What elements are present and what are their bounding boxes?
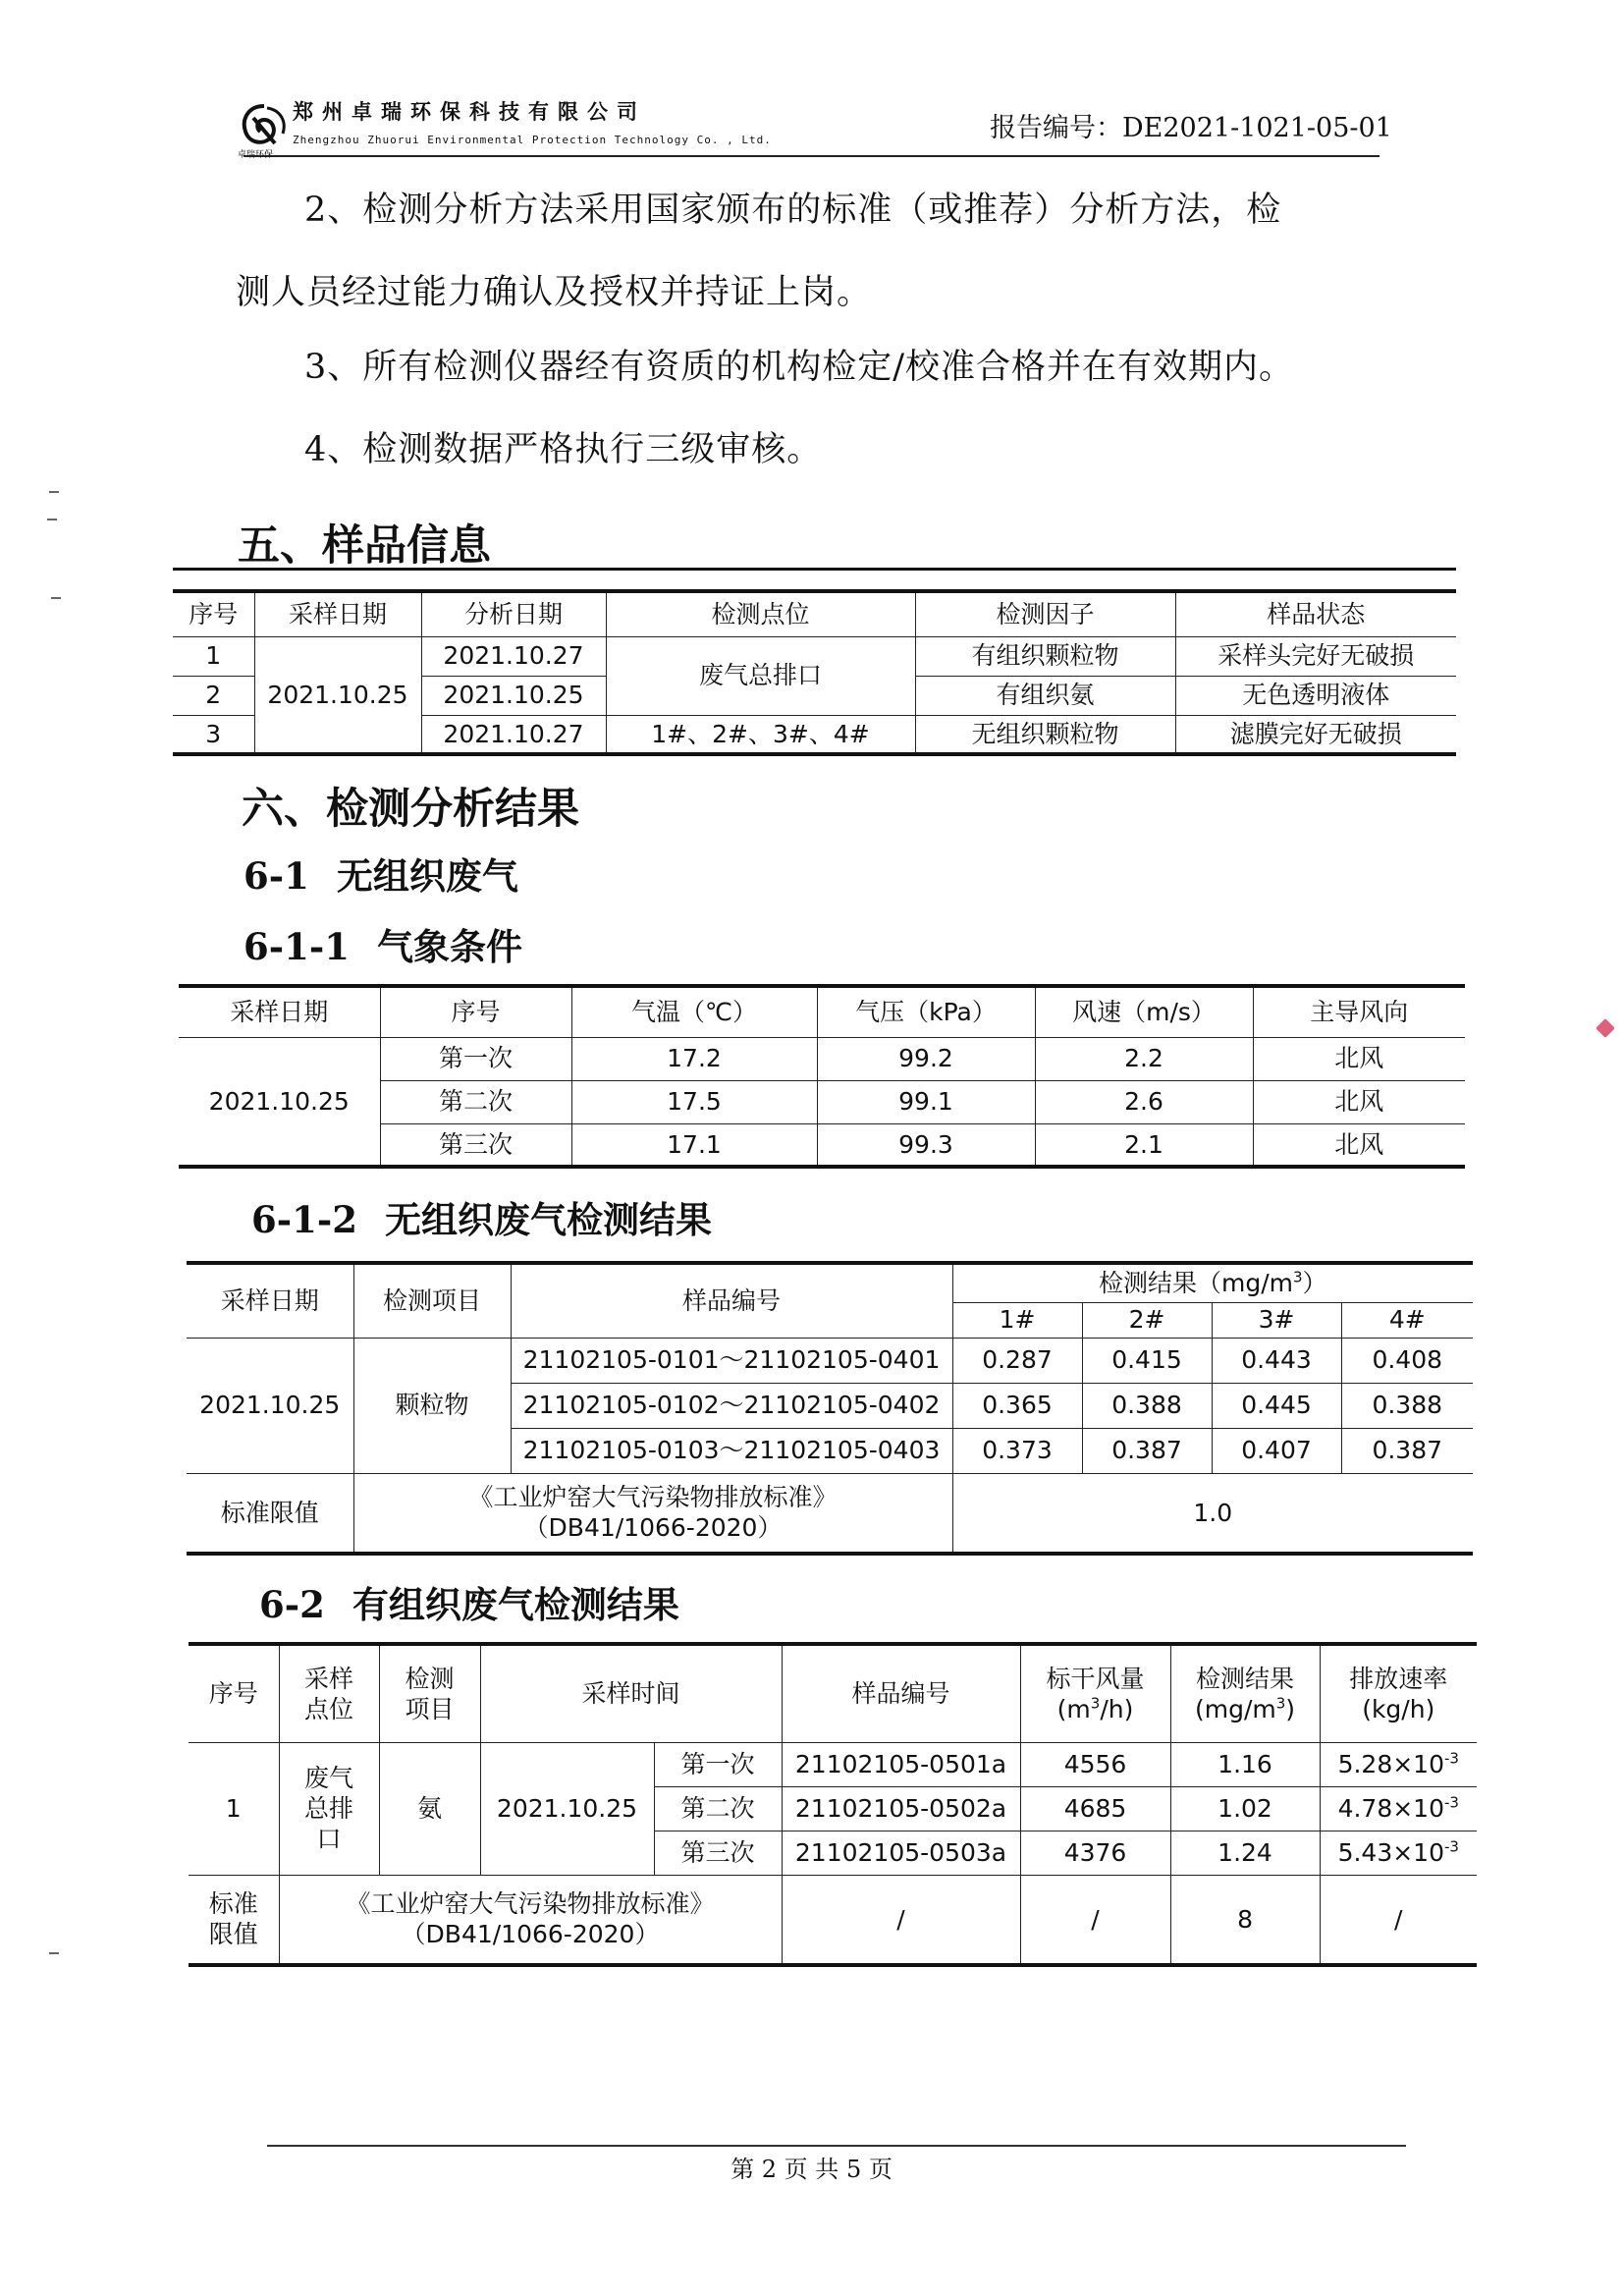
th-factor: 检测因子	[915, 591, 1175, 636]
limit-row: 标准 限值 《工业炉窑大气污染物排放标准》 （DB41/1066-2020） / / 8 /	[189, 1875, 1477, 1965]
table-row: 第二次 21102105-0502a 4685 1.02 $4.78\times 10^{-3}$	[189, 1786, 1477, 1831]
report-number: 报告编号：DE2021-1021-05-01	[990, 113, 1392, 143]
paragraph-3: 3、所有检测仪器经有资质的机构检定/校准合格并在有效期内。	[304, 348, 1295, 387]
section-6-title: 六、检测分析结果	[242, 785, 579, 834]
table-row: 第三次 21102105-0503a 4376 1.24 $5.43\times 10^{-3}$	[189, 1831, 1477, 1875]
table-row: 第二次 17.5 99.1 2.6 北风	[179, 1080, 1465, 1123]
company-name-cn: 郑州卓瑞环保科技有限公司	[293, 100, 646, 124]
th-point: 检测点位	[606, 591, 915, 636]
organized-result-table: 序号 采样 点位 检测 项目 采样时间 样品编号 标干风量 $(m^3/h)$ 检测结果 $(mg/m^3)$ 排放速率 (kg/h) 1 废气 总排 口 氨 2021.10.25 第一次 21102105-0501a 4556 1.16 $5.28\times 10^{-3}$ 第二次 21102105-0502a 4685 1.02 $4.78\times 10^{-3}$ 第三次 21102105-0503a 4376 1.24 $5.43\times 10^{-3}$ 标准 限值 《工业炉窑大气污染物排放标准》 （DB41/1066-2020） / / 8 /	[189, 1642, 1477, 1967]
footer-divider	[267, 2145, 1406, 2147]
weather-table	[179, 984, 1465, 1169]
section-6-1-1-title: 6-1-1 气象条件	[243, 925, 522, 968]
table-row: 1 2021.10.25 2021.10.27 废气总排口 有组织颗粒物 采样头完好无破损	[173, 636, 1456, 676]
header-divider	[243, 155, 1380, 157]
paragraph-2: 2、检测分析方法采用国家颁布的标准（或推荐）分析方法，检	[304, 191, 1282, 230]
table-row: 2 2021.10.25 有组织氨 无色透明液体	[173, 676, 1456, 715]
table-row: 2021.10.25 第一次 17.2 99.2 2.2 北风	[179, 1037, 1465, 1080]
sample-info-header	[173, 591, 1456, 636]
th-state: 样品状态	[1175, 591, 1456, 636]
paragraph-4: 4、检测数据严格执行三级审核。	[304, 430, 823, 469]
sample-date-cell: 2021.10.25	[254, 636, 421, 754]
table-row: 第三次 17.1 99.3 2.1 北风	[179, 1123, 1465, 1167]
company-logo	[234, 98, 295, 159]
table-row: 21102105-0102～21102105-0402 0.365 0.388 0.445 0.388	[187, 1383, 1473, 1428]
scan-mark	[49, 1952, 59, 1954]
page-number: 第 2 页 共 5 页	[730, 2156, 893, 2183]
weather-date: 2021.10.25	[179, 1037, 380, 1167]
sample-info-table	[173, 589, 1456, 756]
th-no: 序号	[173, 591, 254, 636]
table-row: 2021.10.25 颗粒物 21102105-0101～21102105-0401 0.287 0.415 0.443 0.408	[187, 1338, 1473, 1383]
scan-mark	[49, 491, 59, 493]
limit-row: 标准限值 《工业炉窑大气污染物排放标准》 （DB41/1066-2020） 1.0	[187, 1473, 1473, 1554]
point-cell: 废气总排口	[606, 636, 915, 715]
weather-header: 采样日期 序号 气温（℃） 气压（kPa） 风速（m/s） 主导风向	[179, 986, 1465, 1037]
logo-small-text: 卓瑞环保	[238, 150, 274, 159]
result-unit-header: 检测结果$(mg/m^3)$	[952, 1263, 1473, 1302]
section-5-title: 五、样品信息	[238, 521, 491, 571]
th-analysis-date: 分析日期	[421, 591, 606, 636]
table-row: 21102105-0103～21102105-0403 0.373 0.387 0.407 0.387	[187, 1428, 1473, 1473]
scan-mark	[51, 597, 61, 599]
scan-mark	[47, 519, 57, 520]
th-sample-date: 采样日期	[254, 591, 421, 636]
section-6-1-title: 6-1 无组织废气	[243, 854, 518, 898]
red-mark	[1596, 1018, 1615, 1038]
unorganized-result-table: 采样日期 检测项目 样品编号 检测结果$(mg/m^3)$ 1# 2# 3# 4# 2021.10.25 颗粒物 21102105-0101～21102105-0401 0.287 0.415 0.443 0.408 21102105-0102～21102105-0402 0.365 0.388 0.445 0.388 21102105-0103～21102105-0403 0.373 0.387 0.407 0.387 标准限值 《工业炉窑大气污染物排放标准》 （DB41/1066-2020） 1.0	[187, 1261, 1473, 1556]
paragraph-2-cont: 测人员经过能力确认及授权并持证上岗。	[236, 273, 873, 312]
section-5-rule	[173, 568, 1456, 571]
table-row: 1 废气 总排 口 氨 2021.10.25 第一次 21102105-0501a 4556 1.16 $5.28\times 10^{-3}$	[189, 1742, 1477, 1786]
company-name-en: Zhengzhou Zhuorui Environmental Protection Technology Co. , Ltd.	[293, 134, 772, 146]
section-6-1-2-title: 6-1-2 无组织废气检测结果	[251, 1198, 712, 1241]
table-row: 3 2021.10.27 1#、2#、3#、4# 无组织颗粒物 滤膜完好无破损	[173, 715, 1456, 754]
section-6-2-title: 6-2 有组织废气检测结果	[259, 1583, 679, 1626]
